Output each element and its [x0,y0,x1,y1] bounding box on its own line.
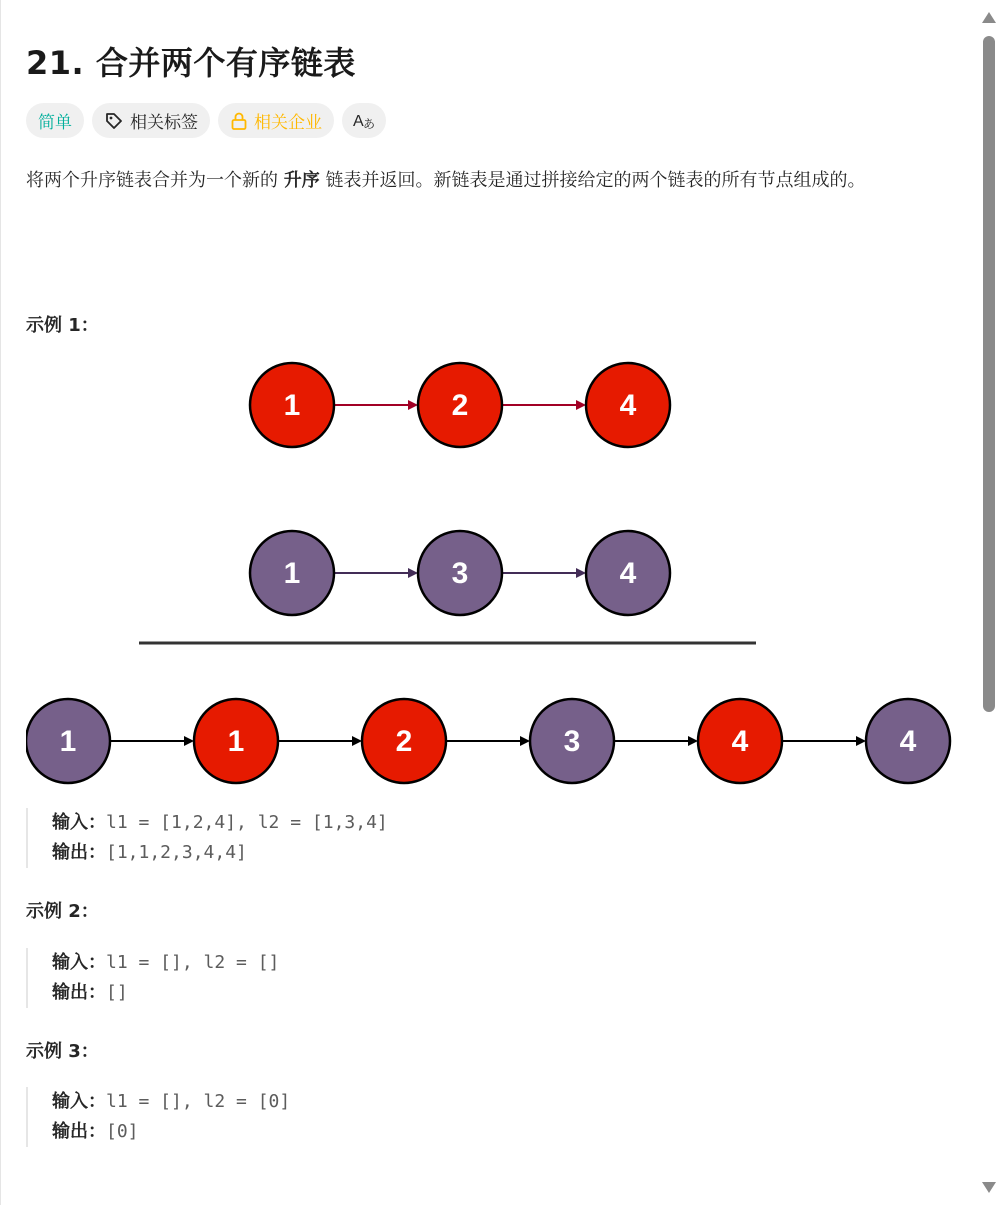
scroll-up-arrow-icon[interactable] [982,12,996,23]
list1-node-0-label: 1 [283,389,301,422]
output-value: [1,1,2,3,4,4] [106,842,247,863]
example-1-input [52,808,388,838]
merged-list-row [26,699,950,783]
related-companies-label: 相关企业 [254,113,322,133]
list1-node-2-label: 4 [619,389,637,422]
difficulty-badge[interactable] [26,103,84,138]
problem-title[interactable]: 21. 合并两个有序链表 [26,44,356,82]
svg-text:あ: あ [363,116,376,131]
example-2-title: 示例 2： [26,901,99,922]
input-label: 输入： [52,812,106,833]
translate-button[interactable] [342,103,386,138]
output-value: [0] [106,1121,139,1142]
example-3-title: 示例 3： [26,1041,99,1062]
input-value: l1 = [], l2 = [] [106,952,280,973]
output-label: 输出： [52,1121,106,1142]
merged-node-3-label: 3 [563,725,581,758]
vertical-scrollbar[interactable] [979,0,999,1205]
merged-node-5-label: 4 [899,725,917,758]
description-bold: 升序 [283,170,320,191]
merged-node-2-label: 2 [395,725,413,758]
example-1-title: 示例 1： [26,315,99,336]
example-1-io [26,808,388,868]
problem-description [26,165,956,197]
merged-node-0-label: 1 [59,725,77,758]
linked-list-diagram [26,355,956,787]
lock-icon [230,111,248,131]
example-2-input [52,948,279,978]
list1-node-1-label: 2 [451,389,469,422]
input-label: 输入： [52,952,106,973]
list1-row [250,363,670,447]
list2-node-0-label: 1 [283,557,301,590]
translate-icon [352,110,376,132]
list2-row [250,531,670,615]
example-3-input [52,1087,290,1117]
difficulty-label: 简单 [38,113,72,133]
merged-node-1-label: 1 [227,725,245,758]
example-3-io [26,1087,290,1147]
scroll-thumb[interactable] [983,36,995,712]
output-label: 输出： [52,842,106,863]
example-3-output [52,1117,290,1147]
input-value: l1 = [1,2,4], l2 = [1,3,4] [106,812,388,833]
input-label: 输入： [52,1091,106,1112]
example-2-io [26,948,279,1008]
related-companies-button[interactable] [218,103,334,138]
scroll-down-arrow-icon[interactable] [982,1182,996,1193]
list2-node-2-label: 4 [619,557,637,590]
description-text-1: 将两个升序链表合并为一个新的 [26,170,284,191]
related-tags-button[interactable] [92,103,210,138]
tag-icon [104,111,124,131]
list2-node-1-label: 3 [451,557,469,590]
output-value: [] [106,982,128,1003]
svg-text:A: A [353,112,364,130]
description-text-2: 链表并返回。新链表是通过拼接给定的两个链表的所有节点组成的。 [319,170,866,191]
example-1-output [52,838,388,868]
related-tags-label: 相关标签 [130,113,198,133]
input-value: l1 = [], l2 = [0] [106,1091,291,1112]
output-label: 输出： [52,982,106,1003]
merged-node-4-label: 4 [731,725,749,758]
example-2-output [52,978,279,1008]
tag-row [26,103,386,138]
